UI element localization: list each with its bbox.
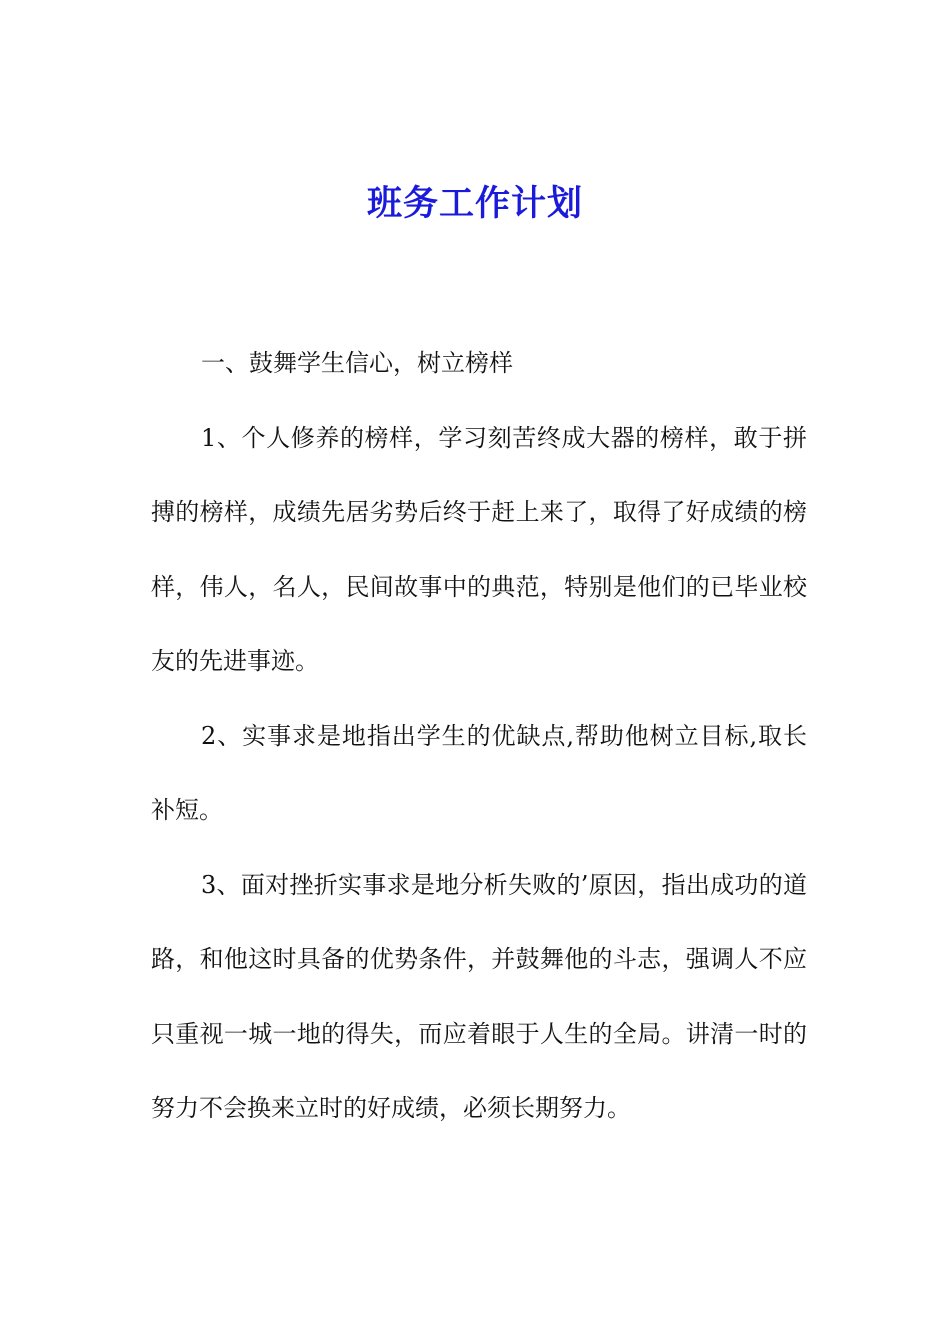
document-title: 班务工作计划 [366, 183, 583, 224]
document-body [151, 326, 807, 1146]
paragraph-2: 2、实事求是地指出学生的优缺点,帮助他树立目标,取长补短。 [151, 721, 807, 824]
paragraph-3: 3、面对挫折实事求是地分析失败的’原因，指出成功的道路，和他这时具备的优势条件，并鼓舞他的斗志，强调人不应只重视一城一地的得失，而应着眼于人生的全局。讲清一时的努力不会换来立时的好成绩，必须长期努力。 [151, 870, 807, 1122]
section-heading: 一、鼓舞学生信心，树立榜样 [201, 349, 513, 377]
paragraph-1: 1、个人修养的榜样，学习刻苦终成大器的榜样，敢于拼搏的榜样，成绩先居劣势后终于赶上来了，取得了好成绩的榜样，伟人，名人，民间故事中的典范，特别是他们的已毕业校友的先进事迹。 [151, 423, 807, 675]
